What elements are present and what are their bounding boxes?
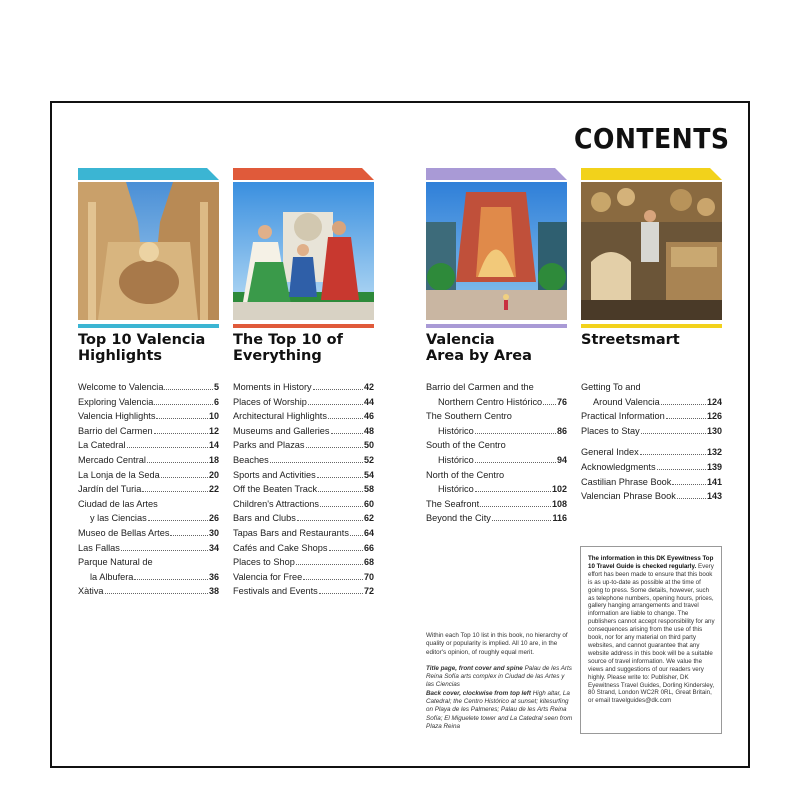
toc-leader-dots [161, 477, 208, 478]
toc-entry-label: Jardín del Turia [78, 484, 142, 495]
toc-entry [581, 445, 722, 460]
toc-entry-label: La Catedral [78, 440, 126, 451]
toc-entry [78, 438, 219, 453]
toc-leader-dots [475, 433, 556, 434]
toc-spacer [581, 438, 722, 445]
toc-page-number: 130 [706, 425, 722, 436]
toc-entry-label: Mercado Central [78, 454, 146, 465]
toc-entry-row [233, 380, 374, 395]
toc-entry-row [233, 541, 374, 556]
hierarchy-note: Within each Top 10 list in this book, no hierarchy of quality or popularity is implied. All 10 are, in the editor's opinion, of roughly equal merit. [426, 632, 568, 656]
folk-dancers-photo [233, 182, 374, 320]
toc-leader-dots [318, 491, 363, 492]
toc-entry [233, 511, 374, 526]
toc-entry [233, 380, 374, 395]
section-title-line2: Highlights [78, 348, 163, 364]
toc-leader-dots [320, 506, 363, 507]
toc-leader-dots [329, 550, 363, 551]
toc-page-number: 44 [363, 396, 374, 407]
toc-leader-dots [164, 389, 213, 390]
toc-leader-dots [677, 498, 706, 499]
toc-entry [581, 460, 722, 475]
toc-entry-label: Barrio del Carmen and the [426, 382, 534, 392]
section-color-bar [78, 168, 219, 180]
section-area-by-area [426, 168, 567, 526]
toc-leader-dots [154, 404, 213, 405]
info-box [580, 546, 722, 734]
toc-leader-dots [319, 593, 363, 594]
title-credit-label: Title page, front cover and spine [426, 664, 523, 672]
section-everything [233, 168, 374, 599]
toc-entry-row [426, 395, 567, 410]
toc-entry-row [78, 526, 219, 541]
toc-entry-label: Children's Attractions [233, 498, 320, 509]
toc-entry-label: North of the Centro [426, 469, 505, 480]
toc-entry [233, 541, 374, 556]
toc-page-number: 70 [363, 571, 374, 582]
section-title-line1: The Top 10 of [233, 332, 343, 348]
toc-entry-label: Museums and Galleries [233, 425, 330, 436]
toc-page-number: 86 [556, 425, 567, 436]
toc-leader-dots [331, 433, 363, 434]
section-title [78, 332, 219, 366]
toc-entry-label-cont: la Albufera [90, 571, 134, 582]
toc-leader-dots [328, 418, 363, 419]
toc-leader-dots [641, 433, 706, 434]
toc-entry [426, 380, 567, 409]
toc-leader-dots [350, 535, 363, 536]
toc-entry [78, 526, 219, 541]
toc-leader-dots [666, 418, 706, 419]
toc-entry-row [233, 526, 374, 541]
toc-entry-label: Cafés and Cake Shops [233, 542, 328, 553]
toc-entry-label: Sports and Activities [233, 469, 316, 480]
toc-entry [233, 482, 374, 497]
toc-page-number: 26 [208, 513, 219, 524]
toc-entry-row [233, 570, 374, 585]
toc-entry [78, 424, 219, 439]
toc-leader-dots [297, 520, 363, 521]
toc-page-number: 143 [706, 491, 722, 502]
toc-page-number: 141 [706, 476, 722, 487]
toc-entry-row [78, 409, 219, 424]
toc-leader-dots [306, 447, 363, 448]
toc-entry [581, 475, 722, 490]
section-title [233, 332, 374, 366]
toc-leader-dots [480, 506, 551, 507]
toc-entry [78, 380, 219, 395]
toc-entry-row [233, 482, 374, 497]
toc-entry [78, 497, 219, 526]
toc-entry-row [78, 570, 219, 585]
toc-leader-dots [317, 477, 363, 478]
toc-leader-dots [127, 447, 208, 448]
toc-page-number: 54 [363, 469, 374, 480]
toc-entry-label: Valencia Highlights [78, 411, 156, 422]
toc-page-number: 64 [363, 527, 374, 538]
toc-page-number: 60 [363, 498, 374, 509]
toc-page-number: 58 [363, 484, 374, 495]
toc-page-number: 42 [363, 382, 374, 392]
toc-entry [78, 453, 219, 468]
toc-page-number: 6 [213, 396, 219, 407]
toc-page-number: 94 [556, 454, 567, 465]
toc-entry-label: Off the Beaten Track [233, 484, 318, 495]
toc-leader-dots [543, 404, 556, 405]
toc-leader-dots [156, 418, 208, 419]
toc-entry-label: Tapas Bars and Restaurants [233, 527, 349, 538]
toc-entry [233, 438, 374, 453]
toc-page-number: 36 [208, 571, 219, 582]
back-credit-text: High altar, La Catedral; the Centro Histórico at sunset; kitesurfing on Playa de les Palmeres; Palau de les Arts Reina Sofía; El Miguelete tower and La Catedral seen from Plaza Reina [426, 689, 573, 730]
cover-credits [426, 665, 574, 731]
toc-leader-dots [154, 433, 208, 434]
toc-entry-label: Welcome to Valencia [78, 382, 164, 392]
section-rule [233, 324, 374, 328]
toc-entry-label: South of the Centro [426, 440, 506, 451]
toc-list [581, 380, 722, 504]
toc-page-number: 14 [208, 440, 219, 451]
toc-page-number: 108 [551, 498, 567, 509]
toc-entry-label-cont: y las Ciencias [90, 513, 147, 524]
toc-entry-label: Beyond the City [426, 513, 491, 524]
toc-entry-label: Las Fallas [78, 542, 120, 553]
toc-leader-dots [121, 550, 208, 551]
toc-leader-dots [270, 462, 363, 463]
toc-leader-dots [661, 404, 706, 405]
toc-entry-label-cont: Around Valencia [593, 396, 660, 407]
toc-entry [78, 468, 219, 483]
cathedral-baroque-facade-photo [78, 182, 219, 320]
toc-entry [233, 526, 374, 541]
section-rule [426, 324, 567, 328]
toc-leader-dots [308, 404, 363, 405]
toc-entry-label: The Southern Centro [426, 411, 512, 422]
toc-entry-row [233, 468, 374, 483]
section-rule [581, 324, 722, 328]
toc-entry-row [78, 395, 219, 410]
toc-entry-label: Castilian Phrase Book [581, 476, 672, 487]
toc-page-number: 5 [213, 382, 219, 392]
toc-entry-label: Moments in History [233, 382, 312, 392]
toc-entry-row [78, 511, 219, 526]
toc-entry-row [78, 453, 219, 468]
toc-entry-row [78, 468, 219, 483]
toc-entry-row [78, 541, 219, 556]
toc-entry-label: Places to Stay [581, 425, 640, 436]
toc-entry-label-cont: Histórico [438, 484, 474, 495]
toc-page-number: 20 [208, 469, 219, 480]
info-body: Every effort has been made to ensure that this book is as up-to-date as possible at the time of going to press. Some details, however, such as telephone numbers, opening hours, prices, gallery hanging arrangements and travel information are liable to change. The publishers cannot accept responsibility for any consequences arising from the use of this book, nor for any material on third party websites, and cannot guarantee that any website address in this book will be a suitable source of travel information. We value the views and suggestions of our readers very highly. Please write to: Publisher, DK Eyewitness Travel Guides, Dorling Kindersley, 80 Strand, London WC2R 0RL, Great Britain, or email travelguides@dk.com [588, 562, 715, 705]
toc-entry [581, 380, 722, 409]
toc-leader-dots [492, 520, 552, 521]
toc-page-number: 10 [208, 411, 219, 422]
toc-entry [233, 395, 374, 410]
toc-page-number: 66 [363, 542, 374, 553]
toc-leader-dots [657, 469, 706, 470]
section-color-bar [233, 168, 374, 180]
toc-entry [233, 555, 374, 570]
toc-leader-dots [170, 535, 208, 536]
toc-entry-row [581, 475, 722, 490]
toc-entry-label: Museo de Bellas Artes [78, 527, 170, 538]
toc-entry-label: Places of Worship [233, 396, 307, 407]
toc-page-number: 12 [208, 425, 219, 436]
toc-leader-dots [296, 564, 363, 565]
toc-entry-row [233, 555, 374, 570]
toc-entry-row [78, 482, 219, 497]
toc-entry-row [233, 453, 374, 468]
toc-page-number: 124 [706, 396, 722, 407]
toc-page-number: 102 [551, 484, 567, 495]
info-lead: The information in this DK Eyewitness Top 10 Travel Guide is checked regularly. [588, 555, 714, 570]
toc-entry-row [78, 380, 219, 395]
toc-entry-label: General Index [581, 447, 639, 458]
toc-entry-row [426, 511, 567, 526]
toc-page-number: 132 [706, 447, 722, 458]
toc-page-number: 22 [208, 484, 219, 495]
toc-entry-row [581, 409, 722, 424]
section-title-line1: Streetsmart [581, 332, 680, 348]
toc-entry [426, 468, 567, 497]
toc-entry-row [426, 424, 567, 439]
toc-leader-dots [142, 491, 208, 492]
toc-entry-row [426, 497, 567, 512]
toc-leader-dots [134, 579, 208, 580]
toc-entry [233, 424, 374, 439]
toc-entry-row [581, 460, 722, 475]
toc-page-number: 76 [556, 396, 567, 407]
toc-entry-row [426, 453, 567, 468]
toc-entry-row [78, 424, 219, 439]
toc-list [426, 380, 567, 526]
toc-entry-row [581, 445, 722, 460]
title-credit-text: Palau de les Arts Reina Sofía arts complex in Ciudad de las Artes y las Ciencias [426, 664, 572, 689]
toc-entry [426, 497, 567, 512]
toc-entry [581, 489, 722, 504]
toc-leader-dots [105, 593, 208, 594]
section-title [581, 332, 722, 366]
toc-entry [78, 395, 219, 410]
toc-entry-label: Xàtiva [78, 586, 104, 597]
toc-list [78, 380, 219, 599]
toc-entry [78, 482, 219, 497]
toc-entry-label: Parque Natural de [78, 557, 153, 568]
toc-page-number: 68 [363, 557, 374, 568]
toc-list [233, 380, 374, 599]
toc-entry-row [78, 584, 219, 599]
toc-entry-label: Valencia for Free [233, 571, 303, 582]
toc-leader-dots [475, 491, 551, 492]
toc-entry-label: Bars and Clubs [233, 513, 296, 524]
section-title-line2: Area by Area [426, 348, 532, 364]
toc-entry-row [426, 482, 567, 497]
section-title-line1: Valencia [426, 332, 495, 348]
toc-entry [426, 409, 567, 438]
toc-page-number: 34 [208, 542, 219, 553]
toc-entry-label: Exploring Valencia [78, 396, 154, 407]
back-credit-label: Back cover, clockwise from top left [426, 689, 531, 697]
toc-entry-label: La Lonja de la Seda [78, 469, 160, 480]
editorial-notes [426, 632, 574, 739]
toc-entry-row [581, 424, 722, 439]
section-title [426, 332, 567, 366]
toc-page-number: 126 [706, 411, 722, 422]
toc-entry-row [233, 497, 374, 512]
toc-entry [78, 541, 219, 556]
toc-leader-dots [475, 462, 556, 463]
toc-entry-row [233, 584, 374, 599]
toc-entry-row [233, 395, 374, 410]
toc-entry-row [581, 489, 722, 504]
toc-entry-label: Festivals and Events [233, 586, 318, 597]
toc-page-number: 18 [208, 454, 219, 465]
toc-entry-row [233, 409, 374, 424]
toc-leader-dots [303, 579, 363, 580]
mercado-colon-photo [426, 182, 567, 320]
toc-entry-label: Places to Shop [233, 557, 295, 568]
toc-entry [78, 555, 219, 584]
toc-entry [233, 584, 374, 599]
toc-entry-label: Practical Information [581, 411, 665, 422]
toc-page-number: 139 [706, 461, 722, 472]
toc-entry [233, 468, 374, 483]
toc-leader-dots [147, 462, 208, 463]
toc-entry-label: Getting To and [581, 382, 641, 392]
section-rule [78, 324, 219, 328]
toc-leader-dots [313, 389, 363, 390]
toc-entry [78, 409, 219, 424]
basket-shop-photo [581, 182, 722, 320]
toc-entry [233, 570, 374, 585]
toc-entry-label: Parks and Plazas [233, 440, 305, 451]
toc-entry-label: Acknowledgments [581, 461, 656, 472]
section-color-bar [581, 168, 722, 180]
toc-entry-label-cont: Histórico [438, 425, 474, 436]
toc-entry-row [233, 438, 374, 453]
section-streetsmart [581, 168, 722, 504]
toc-entry [581, 409, 722, 424]
toc-entry [233, 453, 374, 468]
toc-leader-dots [148, 520, 208, 521]
section-title-line1: Top 10 Valencia [78, 332, 206, 348]
toc-entry-label: Barrio del Carmen [78, 425, 153, 436]
toc-entry-label: Ciudad de las Artes [78, 498, 158, 509]
section-highlights [78, 168, 219, 599]
toc-entry [233, 409, 374, 424]
toc-leader-dots [672, 484, 706, 485]
toc-entry [426, 511, 567, 526]
toc-entry-label: Beaches [233, 454, 269, 465]
toc-entry-label: Architectural Highlights [233, 411, 327, 422]
toc-page-number: 46 [363, 411, 374, 422]
toc-entry-label: The Seafront [426, 498, 480, 509]
toc-entry-row [78, 438, 219, 453]
toc-entry-row [581, 395, 722, 410]
toc-entry-label: Valencian Phrase Book [581, 491, 676, 502]
toc-page-number: 38 [208, 586, 219, 597]
toc-page-number: 72 [363, 586, 374, 597]
toc-page-number: 116 [552, 513, 567, 524]
toc-entry [233, 497, 374, 512]
toc-page-number: 52 [363, 454, 374, 465]
toc-page-number: 50 [363, 440, 374, 451]
toc-entry-row [233, 424, 374, 439]
toc-entry-row [233, 511, 374, 526]
section-color-bar [426, 168, 567, 180]
toc-leader-dots [640, 454, 706, 455]
section-title-line2: Everything [233, 348, 322, 364]
toc-page-number: 30 [208, 527, 219, 538]
toc-page-number: 62 [363, 513, 374, 524]
toc-entry [78, 584, 219, 599]
toc-entry [581, 424, 722, 439]
toc-entry-label-cont: Northern Centro Histórico [438, 396, 543, 407]
toc-page-number: 48 [363, 425, 374, 436]
toc-entry [426, 438, 567, 467]
toc-entry-label-cont: Histórico [438, 454, 474, 465]
page-title: CONTENTS [574, 122, 730, 155]
